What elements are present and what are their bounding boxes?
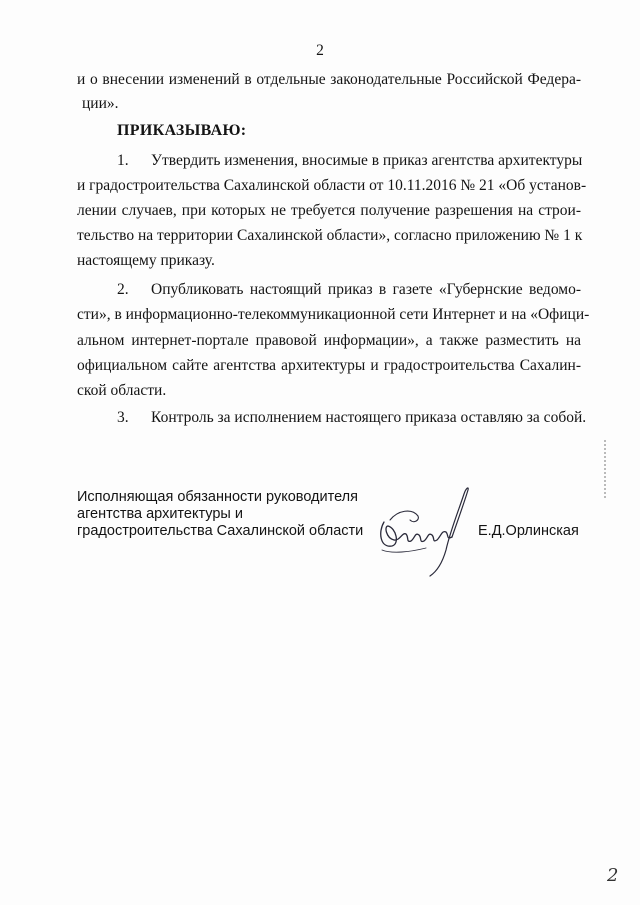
item-2-line-5: ской области. <box>77 382 167 399</box>
intro-line-1: и о внесении изменений в отдельные законодательные Российской Федера- <box>77 71 581 88</box>
item-3-number: 3. <box>117 409 129 426</box>
signatory-position-line-1: Исполняющая обязанности руководителя <box>77 489 358 505</box>
item-2-number: 2. <box>117 281 129 298</box>
handwritten-page-mark-text: 2 <box>607 865 619 886</box>
item-1-number: 1. <box>117 152 129 169</box>
item-1-line-2: и градостроительства Сахалинской области от 10.11.2016 № 21 «Об установ- <box>77 177 587 194</box>
signatory-position <box>77 489 363 540</box>
item-2-line-3: альном интернет-портале правовой информации», а также разместить на <box>77 332 581 349</box>
item-1-first-line: Утвердить изменения, вносимые в приказ агентства архитектуры <box>151 152 583 169</box>
order-heading: ПРИКАЗЫВАЮ: <box>117 122 247 139</box>
margin-scan-mark <box>602 440 608 500</box>
signatory-position-line-2: агентства архитектуры и <box>77 506 243 522</box>
page-number: 2 <box>316 42 324 59</box>
item-1-line-5: настоящему приказу. <box>77 252 215 269</box>
item-1-line-4: тельство на территории Сахалинской области», согласно приложению № 1 к <box>77 227 583 244</box>
item-2-line-2: сти», в информационно-телекоммуникационной сети Интернет и на «Офици- <box>77 306 590 323</box>
item-2-line-4: официальном сайте агентства архитектуры и градостроительства Сахалин- <box>77 357 581 374</box>
item-2-first-line: Опубликовать настоящий приказ в газете «Губернские ведомо- <box>151 281 581 298</box>
intro-line-2: ции». <box>82 95 119 112</box>
handwritten-page-mark <box>604 862 626 888</box>
handwritten-signature <box>370 480 480 580</box>
item-1-line-3: лении случаев, при которых не требуется получение разрешения на строи- <box>77 202 581 219</box>
signatory-position-line-3: градостроительства Сахалинской области <box>77 523 364 539</box>
signatory-name: Е.Д.Орлинская <box>478 523 579 539</box>
item-3-first-line: Контроль за исполнением настоящего приказа оставляю за собой. <box>151 409 587 426</box>
